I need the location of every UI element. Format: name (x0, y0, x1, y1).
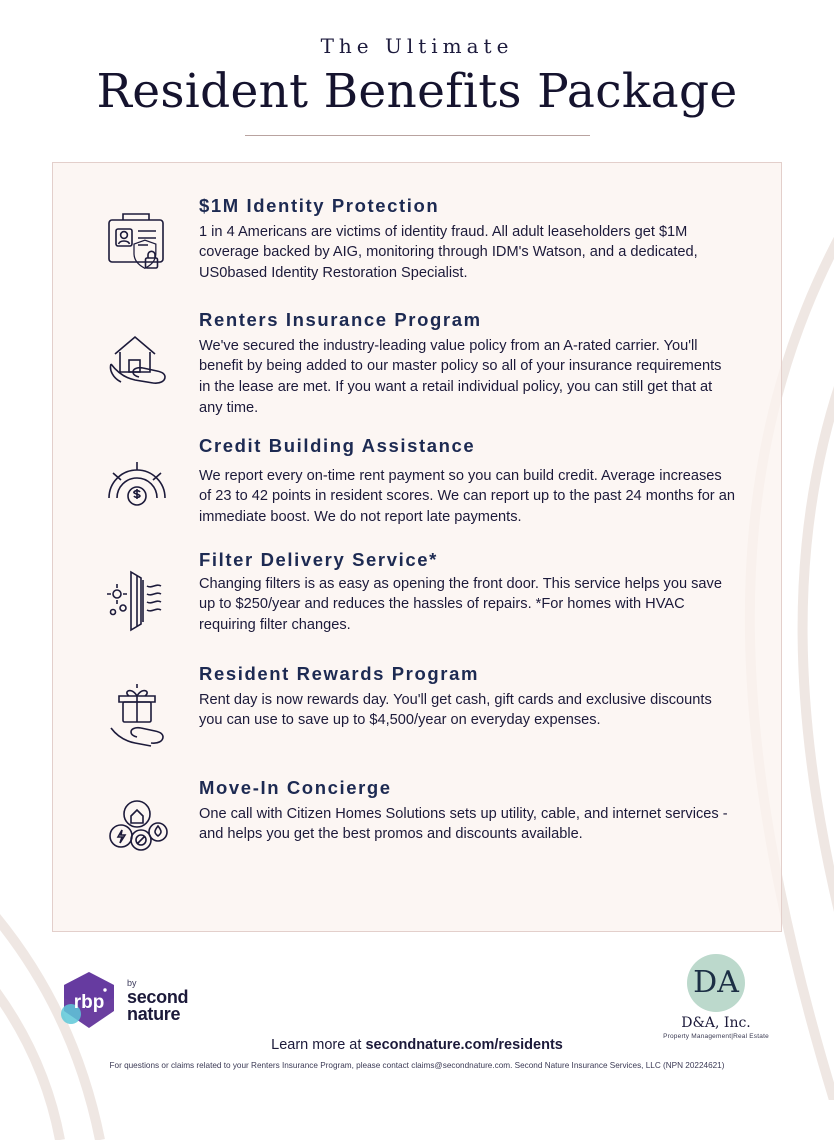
benefit-title: Resident Rewards Program (199, 662, 480, 684)
da-company-name: D&A, Inc. (681, 1015, 751, 1031)
benefit-body (199, 549, 741, 636)
da-company-tagline: Property Management|Real Estate (663, 1033, 769, 1040)
hand-holding-house-icon (81, 309, 199, 407)
benefit-item (81, 663, 741, 761)
learn-more-line (0, 1037, 834, 1053)
svg-text:rbp: rbp (73, 992, 105, 1013)
page-title: Resident Benefits Package (96, 64, 738, 119)
benefit-body (199, 195, 741, 284)
benefit-body (199, 435, 741, 528)
benefit-description: Changing filters is as easy as opening the front door. This service helps you save up to $250/year and reduces the hassles of repairs. *For homes with HVAC requiring filter changes. (199, 575, 722, 633)
rbp-badge-icon (58, 970, 120, 1032)
benefits-panel (52, 162, 782, 932)
air-filter-icon (81, 549, 199, 647)
second-nature-by-label: by (127, 977, 137, 988)
benefit-description: One call with Citizen Homes Solutions sets up utility, cable, and internet services - and helps you get the best promos and discounts available. (199, 805, 728, 843)
benefit-item (81, 435, 741, 533)
da-monogram-circle (687, 954, 745, 1012)
second-nature-line1: second (127, 986, 189, 1007)
da-inc-logo (656, 954, 776, 1040)
learn-more-prefix: Learn more at (271, 1037, 366, 1053)
benefit-body (199, 309, 741, 419)
utilities-circles-icon (81, 777, 199, 875)
benefit-description: We report every on-time rent payment so you can build credit. Average increases of 23 to 42 points in resident scores. We can report up to the past 24 months for an immediate boost. We do not report late payments. (199, 467, 735, 525)
benefit-description: 1 in 4 Americans are victims of identity fraud. All adult leaseholders get $1M coverage backed by AIG, monitoring through IDM's Watson, and a dedicated, US0based Identity Restoration Specialist. (199, 223, 698, 282)
benefit-description: We've secured the industry-leading value policy from an A-rated carrier. You'll benefit by being added to our master policy so all of your insurance requirements in the lease are met. If you want a retail individual policy, you can still get that at any time. (199, 337, 722, 416)
learn-more-url[interactable]: secondnature.com/residents (365, 1037, 563, 1053)
benefit-title: Filter Delivery Service* (199, 548, 438, 570)
fine-print-disclaimer: For questions or claims related to your Renters Insurance Program, please contact claims@secondnature.com. Second Nature Insurance Services, LLC (NPN 20224621) (109, 1061, 725, 1071)
benefit-item (81, 549, 741, 647)
benefit-title: Credit Building Assistance (199, 434, 476, 456)
second-nature-line2: nature (127, 1004, 181, 1024)
benefit-description: Rent day is now rewards day. You'll get cash, gift cards and exclusive discounts you can use to save up to $4,500/year on everyday expenses. (199, 691, 712, 729)
benefit-title: Renters Insurance Program (199, 308, 482, 330)
id-badge-lock-icon (81, 195, 199, 293)
benefit-item (81, 195, 741, 293)
title-divider (245, 135, 590, 136)
benefit-item (81, 309, 741, 419)
da-monogram-text: DA (693, 965, 739, 1000)
benefit-title: Move-In Concierge (199, 776, 392, 798)
page-header (0, 0, 834, 136)
benefit-item (81, 777, 741, 875)
eyebrow-text: The Ultimate (320, 34, 514, 58)
benefit-title: $1M Identity Protection (199, 194, 440, 216)
hand-holding-gift-icon (81, 663, 199, 761)
page-footer (0, 960, 834, 1080)
rbp-second-nature-logo (58, 970, 188, 1032)
second-nature-wordmark (127, 979, 188, 1023)
credit-gauge-icon (81, 435, 199, 533)
benefit-body (199, 777, 741, 845)
benefit-body (199, 663, 741, 731)
